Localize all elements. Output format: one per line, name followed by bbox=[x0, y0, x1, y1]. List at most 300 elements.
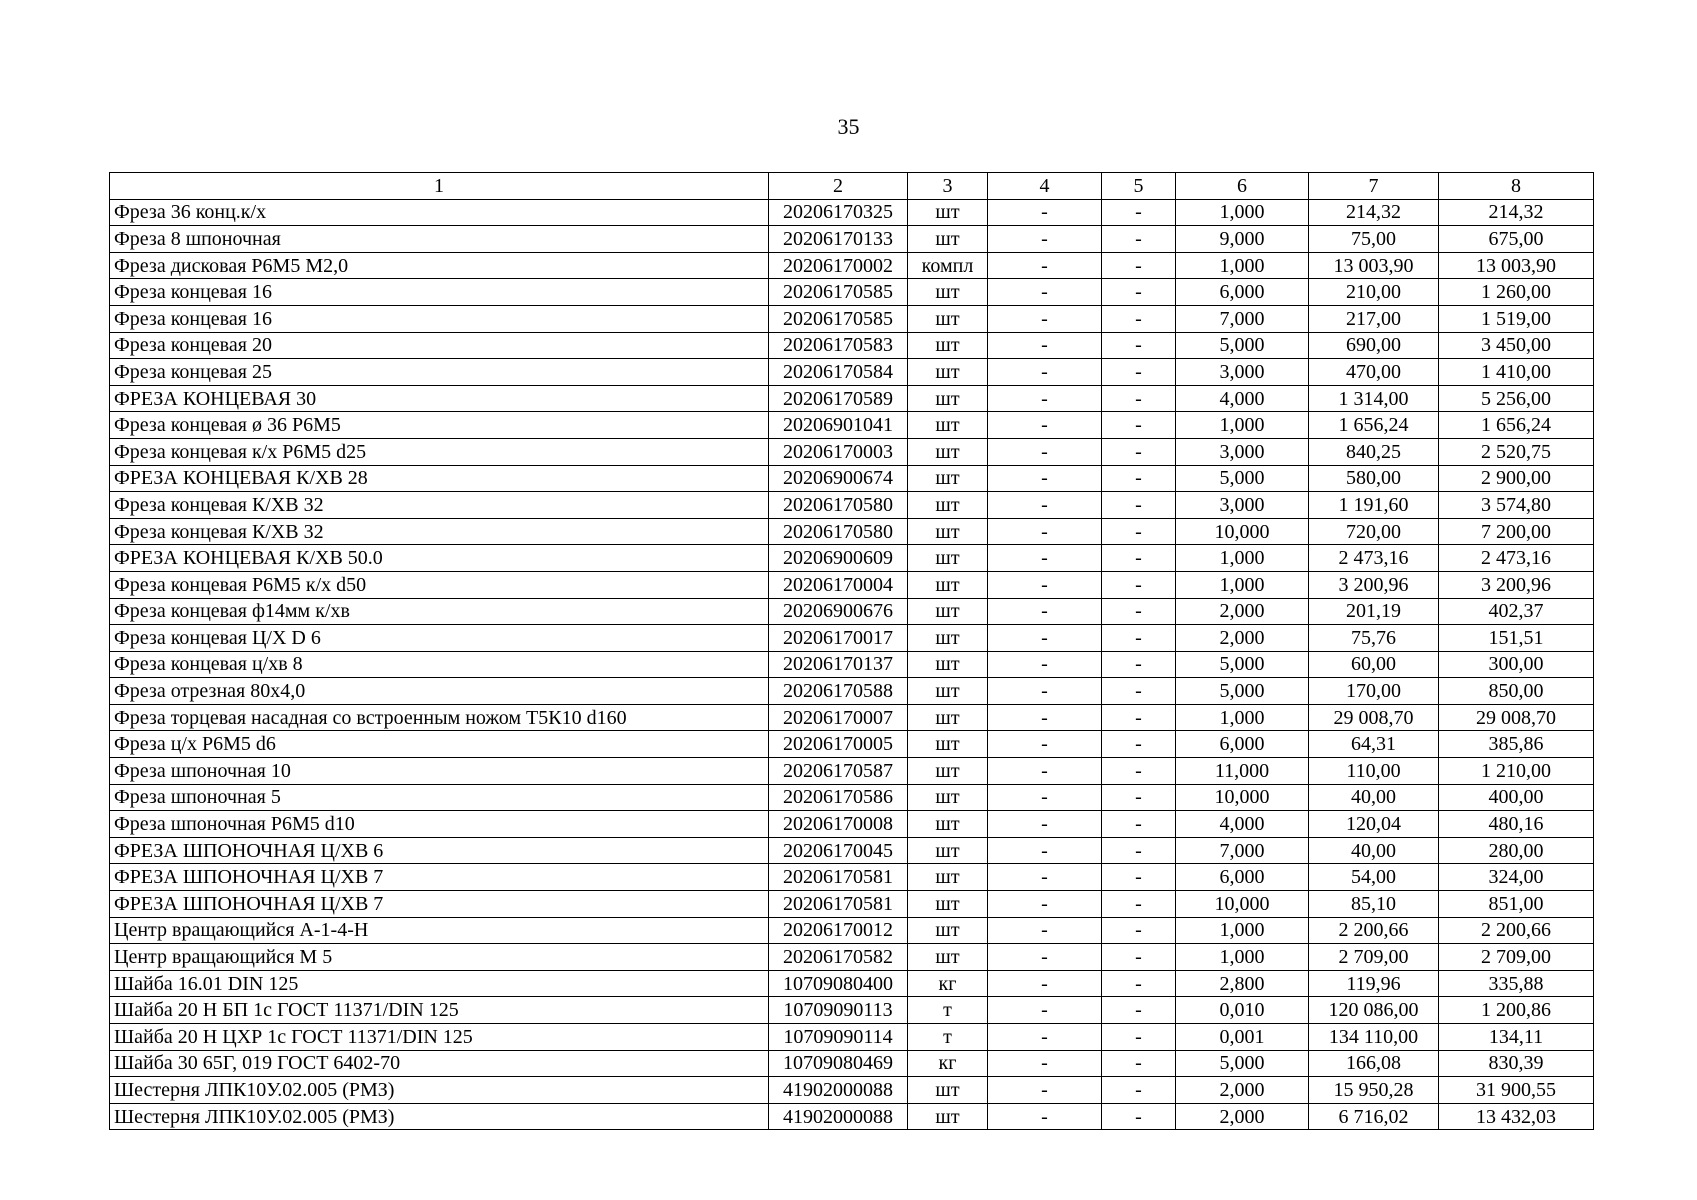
table-row bbox=[110, 412, 1594, 439]
col-4-cell: - bbox=[988, 917, 1102, 944]
col-8-sum-cell: 335,88 bbox=[1439, 970, 1594, 997]
col-8-sum-cell: 214,32 bbox=[1439, 199, 1594, 226]
col-2-code-cell: 10709080400 bbox=[769, 970, 908, 997]
col-2-code-cell: 20206170586 bbox=[769, 784, 908, 811]
col-4-cell: - bbox=[988, 864, 1102, 891]
col-2-code-cell: 20206170585 bbox=[769, 305, 908, 332]
col-2-code-cell: 20206170580 bbox=[769, 492, 908, 519]
col-6-quantity-cell: 6,000 bbox=[1176, 864, 1309, 891]
col-4-cell: - bbox=[988, 891, 1102, 918]
col-1-name-cell: Фреза концевая ф14мм к/хв bbox=[110, 598, 769, 625]
col-3-unit-cell: шт bbox=[908, 545, 988, 572]
col-1-name-cell: Фреза ц/х Р6М5 d6 bbox=[110, 731, 769, 758]
table-row bbox=[110, 438, 1594, 465]
col-3-unit-cell: шт bbox=[908, 678, 988, 705]
col-1-name-cell: Фреза 36 конц.к/х bbox=[110, 199, 769, 226]
col-1-name-cell: Фреза концевая К/ХВ 32 bbox=[110, 518, 769, 545]
col-8-sum-cell: 324,00 bbox=[1439, 864, 1594, 891]
col-7-price-cell: 170,00 bbox=[1309, 678, 1439, 705]
col-6-quantity-cell: 0,001 bbox=[1176, 1024, 1309, 1051]
column-number-6: 6 bbox=[1176, 173, 1309, 200]
col-7-price-cell: 29 008,70 bbox=[1309, 704, 1439, 731]
col-5-cell: - bbox=[1102, 199, 1176, 226]
col-8-sum-cell: 2 900,00 bbox=[1439, 465, 1594, 492]
col-1-name-cell: Фреза концевая 16 bbox=[110, 279, 769, 306]
col-4-cell: - bbox=[988, 465, 1102, 492]
col-8-sum-cell: 5 256,00 bbox=[1439, 385, 1594, 412]
col-3-unit-cell: кг bbox=[908, 970, 988, 997]
table-row bbox=[110, 199, 1594, 226]
col-1-name-cell: Фреза шпоночная 5 bbox=[110, 784, 769, 811]
col-3-unit-cell: шт bbox=[908, 199, 988, 226]
col-5-cell: - bbox=[1102, 944, 1176, 971]
col-5-cell: - bbox=[1102, 864, 1176, 891]
col-5-cell: - bbox=[1102, 412, 1176, 439]
col-2-code-cell: 20206170583 bbox=[769, 332, 908, 359]
col-7-price-cell: 85,10 bbox=[1309, 891, 1439, 918]
col-5-cell: - bbox=[1102, 598, 1176, 625]
col-1-name-cell: Центр вращающийся М 5 bbox=[110, 944, 769, 971]
col-3-unit-cell: шт bbox=[908, 465, 988, 492]
col-3-unit-cell: шт bbox=[908, 332, 988, 359]
col-8-sum-cell: 480,16 bbox=[1439, 811, 1594, 838]
col-3-unit-cell: шт bbox=[908, 891, 988, 918]
col-1-name-cell: Фреза концевая Ц/Х D 6 bbox=[110, 625, 769, 652]
col-4-cell: - bbox=[988, 492, 1102, 519]
col-2-code-cell: 10709090113 bbox=[769, 997, 908, 1024]
col-6-quantity-cell: 1,000 bbox=[1176, 704, 1309, 731]
col-2-code-cell: 20206170585 bbox=[769, 279, 908, 306]
col-7-price-cell: 75,76 bbox=[1309, 625, 1439, 652]
col-4-cell: - bbox=[988, 731, 1102, 758]
col-3-unit-cell: шт bbox=[908, 438, 988, 465]
col-3-unit-cell: т bbox=[908, 1024, 988, 1051]
col-8-sum-cell: 151,51 bbox=[1439, 625, 1594, 652]
col-1-name-cell: Фреза отрезная 80х4,0 bbox=[110, 678, 769, 705]
col-2-code-cell: 20206170325 bbox=[769, 199, 908, 226]
col-6-quantity-cell: 9,000 bbox=[1176, 226, 1309, 253]
col-6-quantity-cell: 0,010 bbox=[1176, 997, 1309, 1024]
col-3-unit-cell: кг bbox=[908, 1050, 988, 1077]
col-4-cell: - bbox=[988, 598, 1102, 625]
column-number-4: 4 bbox=[988, 173, 1102, 200]
col-3-unit-cell: шт bbox=[908, 731, 988, 758]
col-4-cell: - bbox=[988, 1103, 1102, 1130]
col-2-code-cell: 20206170003 bbox=[769, 438, 908, 465]
col-3-unit-cell: шт bbox=[908, 226, 988, 253]
col-4-cell: - bbox=[988, 545, 1102, 572]
column-number-5: 5 bbox=[1102, 173, 1176, 200]
col-3-unit-cell: шт bbox=[908, 518, 988, 545]
col-3-unit-cell: шт bbox=[908, 784, 988, 811]
col-8-sum-cell: 2 709,00 bbox=[1439, 944, 1594, 971]
col-4-cell: - bbox=[988, 704, 1102, 731]
col-6-quantity-cell: 1,000 bbox=[1176, 917, 1309, 944]
column-number-8: 8 bbox=[1439, 173, 1594, 200]
col-7-price-cell: 120,04 bbox=[1309, 811, 1439, 838]
col-2-code-cell: 20206170004 bbox=[769, 571, 908, 598]
col-4-cell: - bbox=[988, 226, 1102, 253]
col-2-code-cell: 10709080469 bbox=[769, 1050, 908, 1077]
col-5-cell: - bbox=[1102, 385, 1176, 412]
col-6-quantity-cell: 3,000 bbox=[1176, 359, 1309, 386]
col-6-quantity-cell: 7,000 bbox=[1176, 837, 1309, 864]
table-row bbox=[110, 625, 1594, 652]
col-6-quantity-cell: 6,000 bbox=[1176, 279, 1309, 306]
col-5-cell: - bbox=[1102, 545, 1176, 572]
table-row bbox=[110, 651, 1594, 678]
col-3-unit-cell: шт bbox=[908, 412, 988, 439]
col-2-code-cell: 20206900674 bbox=[769, 465, 908, 492]
col-4-cell: - bbox=[988, 784, 1102, 811]
col-2-code-cell: 20206170045 bbox=[769, 837, 908, 864]
col-2-code-cell: 20206170589 bbox=[769, 385, 908, 412]
col-4-cell: - bbox=[988, 199, 1102, 226]
col-6-quantity-cell: 5,000 bbox=[1176, 1050, 1309, 1077]
table-row bbox=[110, 811, 1594, 838]
col-5-cell: - bbox=[1102, 625, 1176, 652]
col-7-price-cell: 2 200,66 bbox=[1309, 917, 1439, 944]
col-7-price-cell: 119,96 bbox=[1309, 970, 1439, 997]
table-row bbox=[110, 837, 1594, 864]
col-7-price-cell: 13 003,90 bbox=[1309, 252, 1439, 279]
col-4-cell: - bbox=[988, 970, 1102, 997]
col-4-cell: - bbox=[988, 837, 1102, 864]
col-5-cell: - bbox=[1102, 226, 1176, 253]
col-3-unit-cell: шт bbox=[908, 837, 988, 864]
col-6-quantity-cell: 2,800 bbox=[1176, 970, 1309, 997]
column-number-7: 7 bbox=[1309, 173, 1439, 200]
col-6-quantity-cell: 1,000 bbox=[1176, 412, 1309, 439]
col-2-code-cell: 20206170137 bbox=[769, 651, 908, 678]
col-4-cell: - bbox=[988, 1050, 1102, 1077]
col-7-price-cell: 166,08 bbox=[1309, 1050, 1439, 1077]
col-3-unit-cell: шт bbox=[908, 571, 988, 598]
col-5-cell: - bbox=[1102, 279, 1176, 306]
col-6-quantity-cell: 5,000 bbox=[1176, 678, 1309, 705]
col-7-price-cell: 690,00 bbox=[1309, 332, 1439, 359]
col-1-name-cell: Шайба 20 Н ЦХР 1с ГОСТ 11371/DIN 125 bbox=[110, 1024, 769, 1051]
table-row bbox=[110, 571, 1594, 598]
col-7-price-cell: 110,00 bbox=[1309, 758, 1439, 785]
col-1-name-cell: Фреза концевая 20 bbox=[110, 332, 769, 359]
col-4-cell: - bbox=[988, 571, 1102, 598]
col-7-price-cell: 470,00 bbox=[1309, 359, 1439, 386]
table-row bbox=[110, 226, 1594, 253]
table-row bbox=[110, 359, 1594, 386]
table-row bbox=[110, 598, 1594, 625]
col-5-cell: - bbox=[1102, 731, 1176, 758]
col-2-code-cell: 41902000088 bbox=[769, 1103, 908, 1130]
col-6-quantity-cell: 3,000 bbox=[1176, 438, 1309, 465]
col-5-cell: - bbox=[1102, 970, 1176, 997]
col-4-cell: - bbox=[988, 1024, 1102, 1051]
col-3-unit-cell: шт bbox=[908, 625, 988, 652]
col-8-sum-cell: 13 003,90 bbox=[1439, 252, 1594, 279]
col-2-code-cell: 41902000088 bbox=[769, 1077, 908, 1104]
col-2-code-cell: 20206170133 bbox=[769, 226, 908, 253]
col-4-cell: - bbox=[988, 678, 1102, 705]
col-4-cell: - bbox=[988, 305, 1102, 332]
table-row bbox=[110, 305, 1594, 332]
col-1-name-cell: Фреза концевая К/ХВ 32 bbox=[110, 492, 769, 519]
col-2-code-cell: 20206170580 bbox=[769, 518, 908, 545]
col-7-price-cell: 40,00 bbox=[1309, 837, 1439, 864]
col-1-name-cell: Шайба 30 65Г, 019 ГОСТ 6402-70 bbox=[110, 1050, 769, 1077]
col-3-unit-cell: шт bbox=[908, 651, 988, 678]
col-1-name-cell: Фреза концевая 25 bbox=[110, 359, 769, 386]
col-1-name-cell: Фреза концевая Р6М5 к/х d50 bbox=[110, 571, 769, 598]
col-2-code-cell: 20206170587 bbox=[769, 758, 908, 785]
col-7-price-cell: 1 656,24 bbox=[1309, 412, 1439, 439]
col-8-sum-cell: 3 200,96 bbox=[1439, 571, 1594, 598]
col-6-quantity-cell: 5,000 bbox=[1176, 332, 1309, 359]
table-row bbox=[110, 784, 1594, 811]
col-3-unit-cell: шт bbox=[908, 704, 988, 731]
col-5-cell: - bbox=[1102, 359, 1176, 386]
col-8-sum-cell: 385,86 bbox=[1439, 731, 1594, 758]
col-8-sum-cell: 1 656,24 bbox=[1439, 412, 1594, 439]
col-7-price-cell: 1 314,00 bbox=[1309, 385, 1439, 412]
table-row bbox=[110, 891, 1594, 918]
table-row bbox=[110, 1077, 1594, 1104]
col-6-quantity-cell: 5,000 bbox=[1176, 465, 1309, 492]
col-7-price-cell: 1 191,60 bbox=[1309, 492, 1439, 519]
col-6-quantity-cell: 11,000 bbox=[1176, 758, 1309, 785]
col-3-unit-cell: шт bbox=[908, 811, 988, 838]
col-6-quantity-cell: 1,000 bbox=[1176, 944, 1309, 971]
col-7-price-cell: 2 473,16 bbox=[1309, 545, 1439, 572]
col-2-code-cell: 20206170005 bbox=[769, 731, 908, 758]
col-1-name-cell: Фреза дисковая Р6М5 М2,0 bbox=[110, 252, 769, 279]
col-7-price-cell: 134 110,00 bbox=[1309, 1024, 1439, 1051]
col-1-name-cell: Центр вращающийся А-1-4-Н bbox=[110, 917, 769, 944]
col-3-unit-cell: шт bbox=[908, 1103, 988, 1130]
col-5-cell: - bbox=[1102, 305, 1176, 332]
col-5-cell: - bbox=[1102, 891, 1176, 918]
table-row bbox=[110, 997, 1594, 1024]
col-1-name-cell: ФРЕЗА КОНЦЕВАЯ К/ХВ 28 bbox=[110, 465, 769, 492]
col-4-cell: - bbox=[988, 332, 1102, 359]
table-row bbox=[110, 385, 1594, 412]
col-7-price-cell: 6 716,02 bbox=[1309, 1103, 1439, 1130]
col-7-price-cell: 214,32 bbox=[1309, 199, 1439, 226]
col-8-sum-cell: 675,00 bbox=[1439, 226, 1594, 253]
col-6-quantity-cell: 1,000 bbox=[1176, 199, 1309, 226]
col-8-sum-cell: 830,39 bbox=[1439, 1050, 1594, 1077]
col-6-quantity-cell: 1,000 bbox=[1176, 545, 1309, 572]
col-8-sum-cell: 1 410,00 bbox=[1439, 359, 1594, 386]
col-1-name-cell: Фреза 8 шпоночная bbox=[110, 226, 769, 253]
col-4-cell: - bbox=[988, 758, 1102, 785]
col-8-sum-cell: 2 473,16 bbox=[1439, 545, 1594, 572]
col-8-sum-cell: 1 519,00 bbox=[1439, 305, 1594, 332]
col-4-cell: - bbox=[988, 438, 1102, 465]
page-number: 35 bbox=[837, 114, 860, 139]
col-8-sum-cell: 280,00 bbox=[1439, 837, 1594, 864]
table-row bbox=[110, 758, 1594, 785]
col-2-code-cell: 20206170588 bbox=[769, 678, 908, 705]
col-2-code-cell: 20206170012 bbox=[769, 917, 908, 944]
col-7-price-cell: 840,25 bbox=[1309, 438, 1439, 465]
table-row bbox=[110, 678, 1594, 705]
col-1-name-cell: Шайба 20 Н БП 1с ГОСТ 11371/DIN 125 bbox=[110, 997, 769, 1024]
col-4-cell: - bbox=[988, 359, 1102, 386]
table-row bbox=[110, 545, 1594, 572]
column-number-3: 3 bbox=[908, 173, 988, 200]
col-5-cell: - bbox=[1102, 1050, 1176, 1077]
col-8-sum-cell: 7 200,00 bbox=[1439, 518, 1594, 545]
col-5-cell: - bbox=[1102, 997, 1176, 1024]
col-6-quantity-cell: 4,000 bbox=[1176, 385, 1309, 412]
col-1-name-cell: ФРЕЗА ШПОНОЧНАЯ Ц/ХВ 6 bbox=[110, 837, 769, 864]
col-8-sum-cell: 29 008,70 bbox=[1439, 704, 1594, 731]
col-6-quantity-cell: 2,000 bbox=[1176, 1077, 1309, 1104]
col-1-name-cell: Фреза шпоночная Р6М5 d10 bbox=[110, 811, 769, 838]
col-1-name-cell: Фреза шпоночная 10 bbox=[110, 758, 769, 785]
table-row bbox=[110, 704, 1594, 731]
col-7-price-cell: 201,19 bbox=[1309, 598, 1439, 625]
col-8-sum-cell: 2 520,75 bbox=[1439, 438, 1594, 465]
col-4-cell: - bbox=[988, 811, 1102, 838]
col-5-cell: - bbox=[1102, 917, 1176, 944]
col-1-name-cell: ФРЕЗА ШПОНОЧНАЯ Ц/ХВ 7 bbox=[110, 864, 769, 891]
col-4-cell: - bbox=[988, 625, 1102, 652]
col-4-cell: - bbox=[988, 944, 1102, 971]
col-6-quantity-cell: 6,000 bbox=[1176, 731, 1309, 758]
table-row bbox=[110, 1103, 1594, 1130]
col-6-quantity-cell: 2,000 bbox=[1176, 598, 1309, 625]
col-5-cell: - bbox=[1102, 332, 1176, 359]
col-2-code-cell: 20206170582 bbox=[769, 944, 908, 971]
table-row bbox=[110, 944, 1594, 971]
col-5-cell: - bbox=[1102, 438, 1176, 465]
col-1-name-cell: Фреза концевая к/х Р6М5 d25 bbox=[110, 438, 769, 465]
col-5-cell: - bbox=[1102, 571, 1176, 598]
col-8-sum-cell: 1 260,00 bbox=[1439, 279, 1594, 306]
col-5-cell: - bbox=[1102, 518, 1176, 545]
col-7-price-cell: 15 950,28 bbox=[1309, 1077, 1439, 1104]
column-number-1: 1 bbox=[110, 173, 769, 200]
col-3-unit-cell: шт bbox=[908, 279, 988, 306]
col-2-code-cell: 20206170581 bbox=[769, 864, 908, 891]
col-6-quantity-cell: 5,000 bbox=[1176, 651, 1309, 678]
col-2-code-cell: 20206170584 bbox=[769, 359, 908, 386]
col-6-quantity-cell: 7,000 bbox=[1176, 305, 1309, 332]
col-3-unit-cell: шт bbox=[908, 758, 988, 785]
col-4-cell: - bbox=[988, 1077, 1102, 1104]
col-1-name-cell: Фреза концевая ø 36 Р6М5 bbox=[110, 412, 769, 439]
col-6-quantity-cell: 4,000 bbox=[1176, 811, 1309, 838]
col-5-cell: - bbox=[1102, 784, 1176, 811]
col-4-cell: - bbox=[988, 518, 1102, 545]
col-4-cell: - bbox=[988, 279, 1102, 306]
col-1-name-cell: ФРЕЗА КОНЦЕВАЯ 30 bbox=[110, 385, 769, 412]
col-2-code-cell: 20206170002 bbox=[769, 252, 908, 279]
col-3-unit-cell: шт bbox=[908, 492, 988, 519]
table-row bbox=[110, 1024, 1594, 1051]
col-8-sum-cell: 850,00 bbox=[1439, 678, 1594, 705]
col-8-sum-cell: 31 900,55 bbox=[1439, 1077, 1594, 1104]
col-8-sum-cell: 1 210,00 bbox=[1439, 758, 1594, 785]
col-8-sum-cell: 13 432,03 bbox=[1439, 1103, 1594, 1130]
col-7-price-cell: 60,00 bbox=[1309, 651, 1439, 678]
col-1-name-cell: Шестерня ЛПК10У.02.005 (РМЗ) bbox=[110, 1103, 769, 1130]
col-7-price-cell: 580,00 bbox=[1309, 465, 1439, 492]
col-8-sum-cell: 400,00 bbox=[1439, 784, 1594, 811]
col-7-price-cell: 210,00 bbox=[1309, 279, 1439, 306]
col-5-cell: - bbox=[1102, 651, 1176, 678]
col-8-sum-cell: 3 574,80 bbox=[1439, 492, 1594, 519]
col-1-name-cell: Шестерня ЛПК10У.02.005 (РМЗ) bbox=[110, 1077, 769, 1104]
col-4-cell: - bbox=[988, 412, 1102, 439]
table-row bbox=[110, 731, 1594, 758]
col-6-quantity-cell: 10,000 bbox=[1176, 784, 1309, 811]
col-8-sum-cell: 2 200,66 bbox=[1439, 917, 1594, 944]
col-3-unit-cell: т bbox=[908, 997, 988, 1024]
table-row bbox=[110, 465, 1594, 492]
col-6-quantity-cell: 2,000 bbox=[1176, 1103, 1309, 1130]
col-7-price-cell: 217,00 bbox=[1309, 305, 1439, 332]
col-8-sum-cell: 1 200,86 bbox=[1439, 997, 1594, 1024]
inventory-table-body bbox=[110, 173, 1594, 1130]
col-4-cell: - bbox=[988, 997, 1102, 1024]
col-7-price-cell: 75,00 bbox=[1309, 226, 1439, 253]
col-3-unit-cell: шт bbox=[908, 917, 988, 944]
col-6-quantity-cell: 10,000 bbox=[1176, 891, 1309, 918]
col-3-unit-cell: шт bbox=[908, 359, 988, 386]
col-3-unit-cell: шт bbox=[908, 944, 988, 971]
col-5-cell: - bbox=[1102, 678, 1176, 705]
col-4-cell: - bbox=[988, 252, 1102, 279]
col-6-quantity-cell: 1,000 bbox=[1176, 252, 1309, 279]
col-7-price-cell: 120 086,00 bbox=[1309, 997, 1439, 1024]
col-2-code-cell: 10709090114 bbox=[769, 1024, 908, 1051]
inventory-table bbox=[109, 172, 1594, 1130]
col-7-price-cell: 720,00 bbox=[1309, 518, 1439, 545]
col-5-cell: - bbox=[1102, 704, 1176, 731]
col-3-unit-cell: шт bbox=[908, 385, 988, 412]
col-6-quantity-cell: 1,000 bbox=[1176, 571, 1309, 598]
table-row bbox=[110, 492, 1594, 519]
col-3-unit-cell: шт bbox=[908, 1077, 988, 1104]
col-1-name-cell: ФРЕЗА КОНЦЕВАЯ К/ХВ 50.0 bbox=[110, 545, 769, 572]
col-1-name-cell: ФРЕЗА ШПОНОЧНАЯ Ц/ХВ 7 bbox=[110, 891, 769, 918]
col-2-code-cell: 20206170007 bbox=[769, 704, 908, 731]
col-7-price-cell: 2 709,00 bbox=[1309, 944, 1439, 971]
col-8-sum-cell: 851,00 bbox=[1439, 891, 1594, 918]
col-7-price-cell: 40,00 bbox=[1309, 784, 1439, 811]
column-number-row bbox=[110, 173, 1594, 200]
col-8-sum-cell: 3 450,00 bbox=[1439, 332, 1594, 359]
col-1-name-cell: Шайба 16.01 DIN 125 bbox=[110, 970, 769, 997]
table-row bbox=[110, 970, 1594, 997]
col-5-cell: - bbox=[1102, 758, 1176, 785]
col-3-unit-cell: компл bbox=[908, 252, 988, 279]
col-2-code-cell: 20206900609 bbox=[769, 545, 908, 572]
col-6-quantity-cell: 3,000 bbox=[1176, 492, 1309, 519]
col-1-name-cell: Фреза концевая ц/хв 8 bbox=[110, 651, 769, 678]
col-5-cell: - bbox=[1102, 837, 1176, 864]
col-5-cell: - bbox=[1102, 1077, 1176, 1104]
col-3-unit-cell: шт bbox=[908, 598, 988, 625]
col-4-cell: - bbox=[988, 385, 1102, 412]
col-8-sum-cell: 300,00 bbox=[1439, 651, 1594, 678]
col-2-code-cell: 20206170581 bbox=[769, 891, 908, 918]
col-4-cell: - bbox=[988, 651, 1102, 678]
col-6-quantity-cell: 2,000 bbox=[1176, 625, 1309, 652]
col-2-code-cell: 20206170017 bbox=[769, 625, 908, 652]
